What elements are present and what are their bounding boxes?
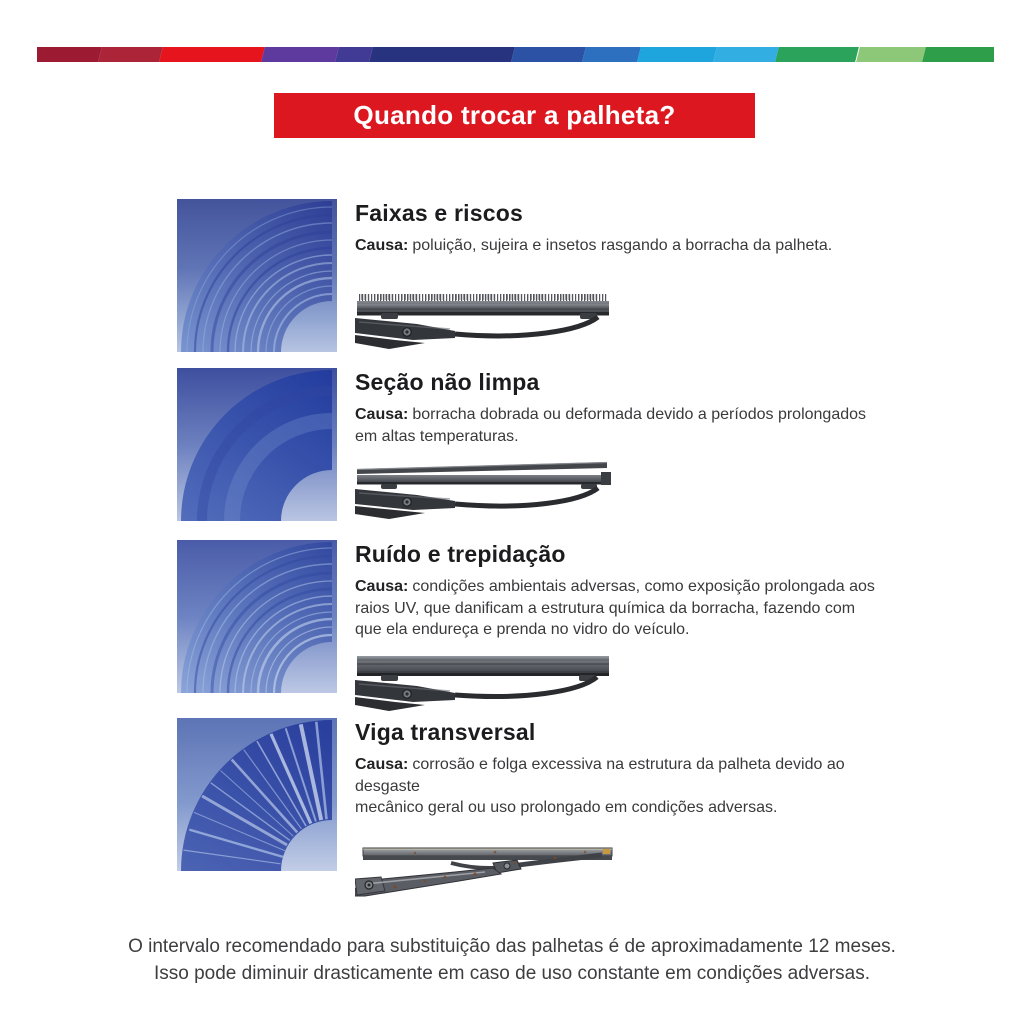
cause-label: Causa: [355, 406, 409, 424]
color-bar-segment [775, 47, 859, 62]
section-faixas-e-riscos [177, 199, 887, 360]
windshield-radial-streaks-photo [177, 718, 337, 871]
windshield-arc-streaks-photo [177, 199, 337, 352]
cause-label: Causa: [355, 237, 409, 255]
wiper-blade-torn-rubber-photo [355, 291, 887, 360]
cause-label: Causa: [355, 578, 409, 596]
color-bar-segment [637, 47, 717, 62]
color-bar-segment [511, 47, 586, 62]
color-bar-segment [713, 47, 779, 62]
section-title: Seção não limpa [355, 369, 540, 395]
section-ruido-e-trepidacao [177, 540, 887, 720]
wiper-blade-split-rubber-photo [355, 459, 887, 528]
page-title: Quando trocar a palheta? [353, 100, 676, 130]
cause-label: Causa: [355, 756, 409, 774]
footer-line-2: Isso pode diminuir drasticamente em caso de uso constante em condições adversas. [153, 963, 871, 984]
section-viga-transversal [177, 718, 887, 912]
wiper-blade-hardened-rubber-photo [355, 651, 887, 720]
color-bar-segment [261, 47, 339, 62]
section-secao-nao-limpa [177, 368, 887, 528]
section-title: Faixas e riscos [355, 200, 523, 226]
color-bar-segment [582, 47, 641, 62]
windshield-unwiped-section-photo [177, 368, 337, 521]
section-cause: Causa: corrosão e folga excessiva na estrutura da palheta devido ao desgaste mecânico geral ou uso prolongado em condições adversas. [355, 756, 845, 817]
color-bar-segment [335, 47, 372, 62]
footer-note [0, 933, 1024, 987]
color-bar-segment [98, 47, 163, 62]
windshield-chatter-streaks-photo [177, 540, 337, 693]
section-title: Ruído e trepidação [355, 541, 566, 567]
footer-line-1: O intervalo recomendado para substituição das palhetas é de aproximadamente 12 meses. [128, 936, 896, 957]
wiper-blade-corroded-frame-photo [355, 843, 887, 912]
color-bar-segment [37, 47, 102, 62]
section-cause: Causa: borracha dobrada ou deformada devido a períodos prolongados em altas temperaturas. [355, 406, 867, 445]
section-title: Viga transversal [355, 719, 536, 745]
color-bar-segment [922, 47, 994, 62]
section-cause: Causa: condições ambientais adversas, como exposição prolongada aos raios UV, que danificam a estrutura química da borracha, fazendo com que ela endureça e prenda no vidro do veículo. [355, 578, 875, 639]
title-banner [274, 93, 755, 138]
brand-color-bar [37, 47, 994, 62]
color-bar-segment [159, 47, 264, 62]
color-bar-segment [369, 47, 515, 62]
section-cause: Causa: poluição, sujeira e insetos rasgando a borracha da palheta. [355, 237, 833, 255]
color-bar-segment [856, 47, 926, 62]
